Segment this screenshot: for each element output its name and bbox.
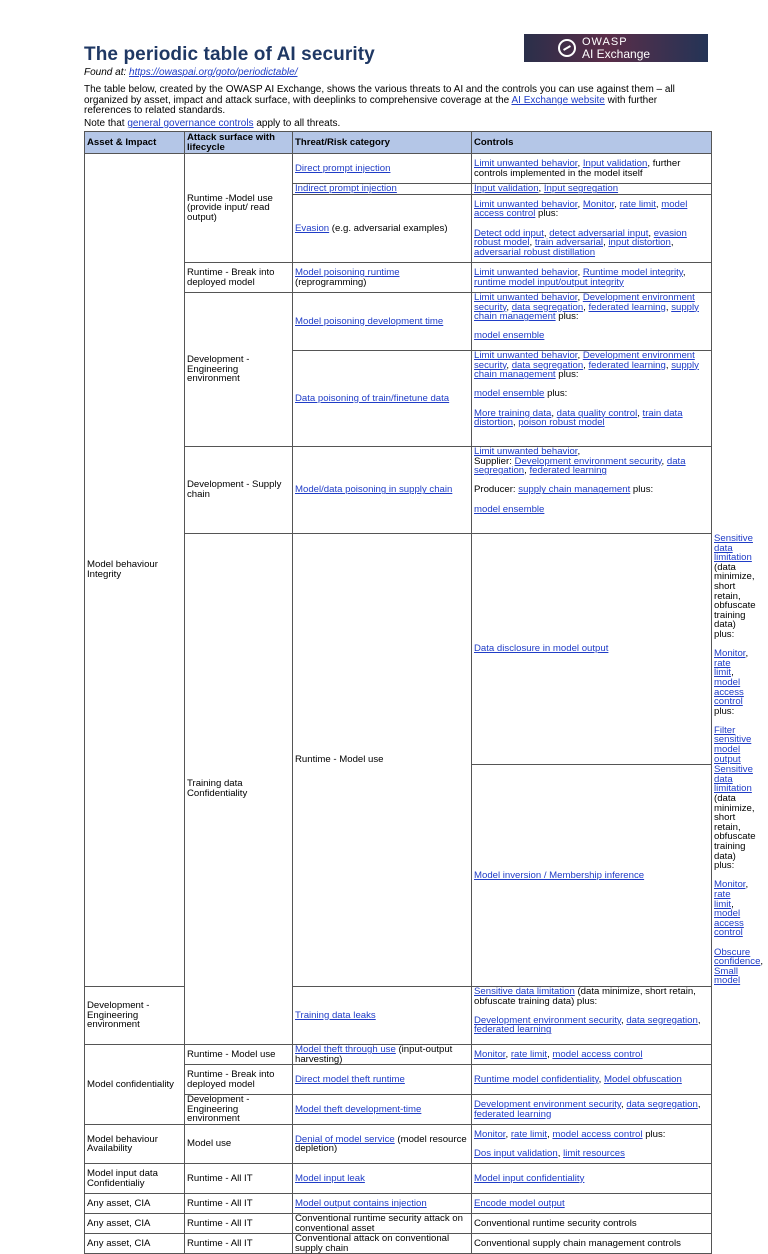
control-link[interactable]: supply chain management — [518, 484, 631, 496]
owasp-ai-exchange-logo[interactable] — [524, 34, 708, 62]
control-link[interactable]: Limit unwanted behavior — [474, 198, 578, 210]
threat-cell — [293, 351, 472, 447]
control-link[interactable]: Development environment security — [474, 350, 695, 371]
threat-link[interactable]: Training data leaks — [295, 1009, 376, 1021]
control-link[interactable]: Limit unwanted behavior — [474, 266, 578, 278]
control-link[interactable]: Monitor — [474, 1048, 506, 1060]
controls-cell: Input validation, Input segregation — [472, 184, 712, 195]
threat-link[interactable]: Data poisoning of train/finetune data — [295, 392, 450, 404]
threat-link[interactable]: Model poisoning development time — [295, 315, 444, 327]
control-link[interactable]: Monitor — [582, 198, 615, 210]
controls-cell — [472, 1164, 712, 1194]
threat-link[interactable]: Denial of model service — [295, 1133, 395, 1145]
asset-cell: Any asset, CIA — [85, 1214, 185, 1234]
threat-cell — [293, 1044, 472, 1064]
periodic-table-link[interactable]: https://owaspai.org/goto/periodictable/ — [129, 67, 298, 78]
surface-cell: Development - Engineering environment — [185, 1095, 293, 1125]
controls-text: plus: — [714, 705, 735, 717]
control-link[interactable]: data segregation — [511, 359, 584, 371]
control-link[interactable]: supply chain management — [474, 301, 699, 323]
table-row — [85, 986, 712, 1044]
control-link[interactable]: Obscure confidence — [714, 946, 761, 968]
surface-cell: Runtime -Model use (provide input/ read output) — [185, 154, 293, 263]
control-link[interactable]: Sensitive data limitation — [714, 533, 753, 564]
intro-paragraph — [84, 85, 706, 117]
control-link[interactable]: Filter sensitive model output — [714, 724, 752, 765]
control-link[interactable]: data segregation — [626, 1014, 698, 1026]
controls-cell: Conventional runtime security controls — [472, 1214, 712, 1234]
control-link[interactable]: Monitor — [474, 1128, 506, 1140]
controls-cell: Runtime model confidentiality, Model obfuscation — [472, 1065, 712, 1095]
threat-cell: Conventional runtime security attack on conventional asset — [293, 1214, 472, 1234]
controls-text: plus: — [555, 369, 579, 381]
surface-cell: Runtime - All IT — [185, 1194, 293, 1214]
control-link[interactable]: supply chain management — [474, 359, 699, 381]
table-header-row — [85, 132, 712, 154]
control-link[interactable]: Input validation — [582, 157, 648, 169]
asset-cell: Any asset, CIA — [85, 1194, 185, 1214]
surface-cell: Runtime - All IT — [185, 1234, 293, 1254]
controls-cell — [472, 1194, 712, 1214]
table-row — [85, 1125, 712, 1164]
control-link[interactable]: model ensemble — [474, 388, 545, 400]
threat-link[interactable]: Model inversion / Membership inference — [474, 869, 645, 881]
threat-cell — [293, 293, 472, 351]
control-link[interactable]: model access control — [474, 198, 688, 220]
controls-text: Supplier: — [474, 455, 515, 467]
controls-text: , further controls implemented in the model itself — [474, 157, 681, 179]
threat-text: (model resource depletion) — [295, 1133, 467, 1155]
control-link[interactable]: Development environment security — [474, 1099, 621, 1110]
control-link[interactable]: federated learning — [474, 1024, 552, 1036]
control-link[interactable]: Runtime model integrity — [582, 266, 683, 278]
threat-text: (e.g. adversarial examples) — [329, 222, 448, 234]
governance-note — [84, 118, 340, 129]
table-row — [85, 1044, 712, 1064]
control-link[interactable]: Dos input validation — [474, 1147, 558, 1159]
control-link[interactable]: Limit unwanted behavior — [474, 446, 578, 457]
control-link[interactable]: Development environment security — [474, 1014, 621, 1026]
asset-cell: Model input data Confidentialiy — [85, 1164, 185, 1194]
controls-cell: Limit unwanted behavior, Supplier: Development environment security, data segregation, federated learning Producer: supply chain management plus: model ensemble — [472, 447, 712, 534]
controls-text: plus: — [642, 1128, 666, 1140]
controls-cell: Conventional supply chain management controls — [472, 1234, 712, 1254]
controls-cell: Limit unwanted behavior, Development environment security, data segregation, federated learning, supply chain management plus: model ensemble — [472, 293, 712, 351]
threat-cell — [293, 1164, 472, 1194]
threat-link[interactable]: Evasion — [295, 222, 330, 234]
table-row — [85, 1214, 712, 1234]
control-link[interactable]: Limit unwanted behavior — [474, 292, 578, 303]
control-link[interactable]: data segregation — [474, 455, 686, 477]
controls-text: (data minimize, short retain, obfuscate training data) plus: — [714, 561, 756, 640]
control-link[interactable]: runtime model input/output integrity — [474, 276, 624, 288]
controls-cell: Monitor, rate limit, model access control — [472, 1044, 712, 1064]
controls-text: plus: — [535, 208, 559, 220]
table-row — [85, 154, 712, 184]
threat-link[interactable]: Model theft through use — [295, 1043, 396, 1055]
threat-link[interactable]: Model/data poisoning in supply chain — [295, 484, 453, 496]
control-link[interactable]: rate limit — [510, 1128, 548, 1140]
control-link[interactable]: model ensemble — [474, 330, 545, 342]
threat-cell — [293, 195, 472, 263]
threat-link[interactable]: Data disclosure in model output — [474, 643, 609, 655]
asset-cell: Training data Confidentiality — [185, 534, 293, 1045]
threat-link[interactable]: Model poisoning runtime — [295, 266, 400, 278]
control-link[interactable]: Model input confidentiality — [474, 1172, 585, 1184]
controls-text: plus: — [630, 484, 654, 496]
threat-cell — [293, 263, 472, 293]
periodic-table — [84, 131, 764, 1254]
control-link[interactable]: poison robust model — [518, 417, 605, 429]
asset-cell: Model behaviour Integrity — [85, 154, 185, 987]
control-link[interactable]: More training data — [474, 407, 552, 419]
governance-controls-link[interactable]: general governance controls — [127, 118, 254, 129]
control-link[interactable]: Model obfuscation — [603, 1073, 682, 1085]
surface-cell: Runtime - Break into deployed model — [185, 1065, 293, 1095]
found-prefix: Found at: — [84, 67, 130, 78]
control-link[interactable]: Development environment security — [514, 455, 662, 467]
threat-cell — [293, 184, 472, 195]
control-link[interactable]: Input validation — [474, 183, 539, 195]
control-link[interactable]: detect adversarial input — [549, 227, 649, 239]
controls-text: Producer: — [474, 484, 519, 496]
controls-cell: Monitor, rate limit, model access control plus: Dos input validation, limit resources — [472, 1125, 712, 1164]
header-surface: Attack surface with lifecycle — [185, 132, 293, 154]
ai-exchange-website-link[interactable]: AI Exchange website — [511, 94, 605, 106]
controls-cell: Development environment security, data segregation, federated learning — [472, 1095, 712, 1125]
control-link[interactable]: model access control — [552, 1128, 643, 1140]
control-link[interactable]: Monitor — [714, 879, 746, 891]
threat-cell — [293, 1065, 472, 1095]
controls-text: (data minimize, short retain, obfuscate training data) plus: — [714, 793, 756, 872]
threat-link[interactable]: Model output contains injection — [295, 1197, 427, 1209]
threat-cell — [293, 1095, 472, 1125]
intro-text: The table below, created by the OWASP AI Exchange, shows the various threats to AI and the controls you can use against them – all organized by asset, impact and attack surface, with deeplinks to comprehensive coverage at the — [84, 84, 675, 106]
controls-cell: Limit unwanted behavior, Runtime model integrity, runtime model input/output integrity — [472, 263, 712, 293]
surface-cell: Development - Engineering environment — [85, 986, 185, 1044]
control-link[interactable]: rate limit — [714, 657, 732, 679]
control-link[interactable]: input distortion — [608, 237, 671, 249]
control-link[interactable]: Runtime model confidentiality — [474, 1073, 599, 1085]
table-row: Training data Confidentiality Runtime - Model use Data disclosure in model output Sensitive data limitation (data minimize, short retain, obfuscate training data) plus: Monitor, rate limit, model access control plus: Filter sensitive model output — [85, 534, 712, 765]
control-link[interactable]: Sensitive data limitation — [714, 764, 753, 795]
note-suffix: apply to all threats. — [253, 118, 341, 129]
controls-text: plus: — [544, 388, 568, 400]
logo-line2: AI Exchange — [582, 47, 651, 61]
surface-cell: Runtime - All IT — [185, 1164, 293, 1194]
surface-cell: Runtime - Model use — [185, 1044, 293, 1064]
control-link[interactable]: federated learning — [588, 301, 666, 313]
header-threat: Threat/Risk category — [293, 132, 472, 154]
threat-cell — [293, 154, 472, 184]
control-link[interactable]: federated learning — [474, 1108, 552, 1120]
header-controls: Controls — [472, 132, 712, 154]
controls-cell: Limit unwanted behavior, Monitor, rate limit, model access control plus: Detect odd input, detect adversarial input, evasion robust model, train adversarial, input distortion, adversarial robust distillation — [472, 195, 712, 263]
control-link[interactable]: data quality control — [556, 407, 638, 419]
threat-text: (reprogramming) — [295, 276, 367, 288]
threat-text: (input-output harvesting) — [295, 1043, 453, 1065]
table-row — [85, 1194, 712, 1214]
logo-line1: OWASP — [582, 36, 628, 48]
threat-cell — [293, 1125, 472, 1164]
page-title: The periodic table of AI security — [84, 44, 375, 65]
control-link[interactable]: rate limit — [714, 888, 732, 910]
control-link[interactable]: Small model — [714, 965, 741, 987]
table-row: Model inversion / Membership inference Sensitive data limitation (data minimize, short retain, obfuscate training data) plus: Monitor, rate limit, model access control Obscure confidence, Small model — [85, 765, 712, 987]
threat-cell — [472, 765, 712, 987]
asset-cell: Model confidentiality — [85, 1044, 185, 1124]
control-link[interactable]: model access control — [714, 908, 744, 939]
control-link[interactable]: Development environment security — [474, 292, 695, 313]
threat-cell — [293, 447, 472, 534]
control-link[interactable]: rate limit — [619, 198, 656, 210]
controls-cell: Limit unwanted behavior, Development environment security, data segregation, federated learning, supply chain management plus: model ensemble plus: More training data, data quality control, train data distortion, poison robust model — [472, 351, 712, 447]
control-link[interactable]: adversarial robust distillation — [474, 246, 596, 258]
control-link[interactable]: rate limit — [510, 1048, 548, 1060]
control-link[interactable]: Limit unwanted behavior — [474, 350, 578, 361]
control-link[interactable]: federated learning — [529, 465, 607, 477]
control-link[interactable]: limit resources — [563, 1147, 625, 1159]
controls-cell: Sensitive data limitation (data minimize, short retain, obfuscate training data) plus: Development environment security, data segregation, federated learning — [472, 986, 712, 1044]
control-link[interactable]: Detect odd input — [474, 227, 544, 239]
threat-link[interactable]: Direct model theft runtime — [295, 1073, 405, 1085]
surface-cell: Development - Engineering environment — [185, 293, 293, 447]
note-prefix: Note that — [84, 118, 128, 129]
threat-cell — [293, 1194, 472, 1214]
control-link[interactable]: federated learning — [588, 359, 666, 371]
control-link[interactable]: model access control — [714, 676, 744, 708]
found-at-line — [84, 67, 297, 78]
control-link[interactable]: Sensitive data limitation — [474, 985, 575, 997]
control-link[interactable]: evasion robust model — [474, 227, 687, 249]
surface-cell: Runtime - Model use — [293, 534, 472, 987]
control-link[interactable]: Encode model output — [474, 1197, 565, 1209]
controls-text: plus: — [555, 311, 579, 323]
control-link[interactable]: Input segregation — [543, 183, 619, 195]
surface-cell: Runtime - All IT — [185, 1214, 293, 1234]
intro-text-end: with further references to related standards. — [84, 94, 658, 116]
surface-cell: Model use — [185, 1125, 293, 1164]
surface-cell: Runtime - Break into deployed model — [185, 263, 293, 293]
control-link[interactable]: Monitor — [714, 648, 746, 660]
control-link[interactable]: model ensemble — [474, 503, 545, 515]
control-link[interactable]: Limit unwanted behavior — [474, 157, 578, 169]
controls-text: (data minimize, short retain, obfuscate training data) plus: — [474, 985, 696, 1007]
control-link[interactable]: train data distortion — [474, 407, 683, 429]
surface-cell: Development - Supply chain — [185, 447, 293, 534]
table-row — [85, 1164, 712, 1194]
control-link[interactable]: train adversarial — [534, 237, 604, 249]
threat-link[interactable]: Model theft development-time — [295, 1103, 422, 1115]
controls-cell: Limit unwanted behavior, Input validation, further controls implemented in the model itself — [472, 154, 712, 184]
threat-cell — [472, 534, 712, 765]
control-link[interactable]: data segregation — [626, 1099, 698, 1110]
threat-cell — [293, 986, 472, 1044]
asset-cell: Model behaviour Availability — [85, 1125, 185, 1164]
threat-cell: Conventional attack on conventional supply chain — [293, 1234, 472, 1254]
threat-link[interactable]: Model input leak — [295, 1172, 365, 1184]
owasp-logo-icon — [558, 39, 576, 57]
threat-link[interactable]: Direct prompt injection — [295, 162, 391, 174]
control-link[interactable]: data segregation — [511, 301, 584, 313]
asset-cell: Any asset, CIA — [85, 1234, 185, 1254]
threat-link[interactable]: Indirect prompt injection — [295, 183, 397, 195]
header-asset: Asset & Impact — [85, 132, 185, 154]
control-link[interactable]: model access control — [552, 1048, 643, 1060]
table-row — [85, 1234, 712, 1254]
